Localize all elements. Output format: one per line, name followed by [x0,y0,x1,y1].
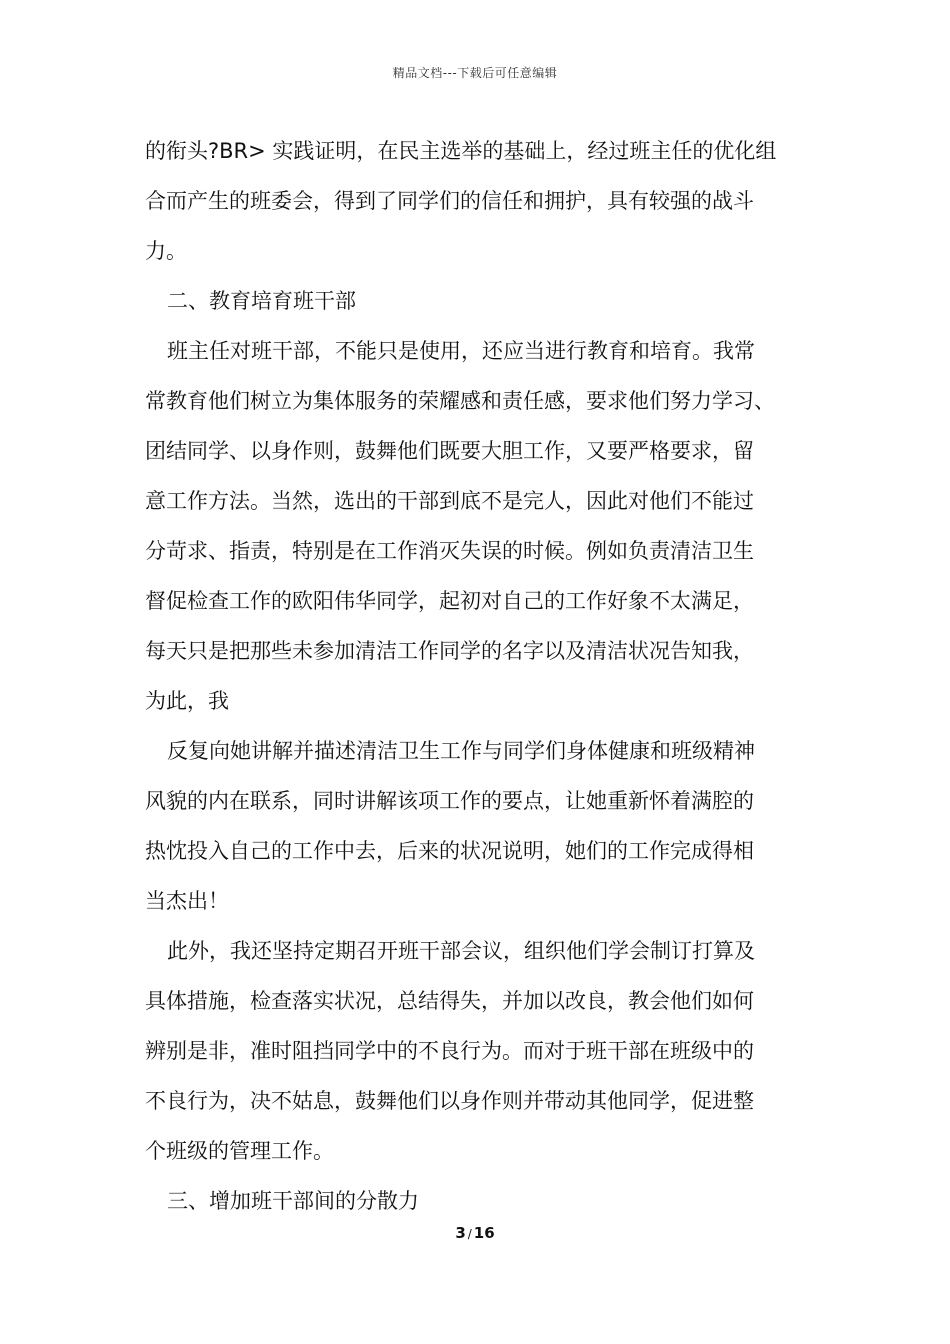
body-line: 具体措施，检查落实状况，总结得失，并加以改良，教会他们如何 [145,989,754,1013]
total-pages: 16 [473,1224,495,1242]
section-heading: 二、教育培育班干部 [167,289,356,313]
body-line: 的衔头?BR> 实践证明，在民主选举的基础上，经过班主任的优化组 [145,139,777,163]
body-line: 辨别是非，准时阻挡同学中的不良行为。而对于班干部在班级中的 [145,1039,754,1063]
body-line: 为此，我 [145,689,229,713]
body-line: 热忱投入自己的工作中去，后来的状况说明，她们的工作完成得相 [145,839,754,863]
body-line: 风貌的内在联系，同时讲解该项工作的要点，让她重新怀着满腔的 [145,789,754,813]
body-line: 不良行为，决不姑息，鼓舞他们以身作则并带动其他同学，促进整 [145,1089,754,1113]
body-line: 意工作方法。当然，选出的干部到底不是完人，因此对他们不能过 [145,489,754,513]
body-line: 当杰出！ [145,889,229,913]
body-line: 力。 [145,239,187,263]
body-line: 此外，我还坚持定期召开班干部会议，组织他们学会制订打算及 [167,939,755,963]
body-line: 反复向她讲解并描述清洁卫生工作与同学们身体健康和班级精神 [167,739,755,763]
body-line: 个班级的管理工作。 [145,1139,334,1163]
page-number [0,1224,950,1242]
current-page: 3 [455,1224,466,1242]
body-lines [145,126,810,1226]
body-line: 分苛求、指责，特别是在工作消灭失误的时候。例如负责清洁卫生 [145,539,754,563]
page-header: 精品文档---下载后可任意编辑 [392,66,558,80]
body-line: 常教育他们树立为集体服务的荣耀感和责任感，要求他们努力学习、 [145,389,775,413]
document-body [145,126,810,1226]
body-line: 团结同学、以身作则，鼓舞他们既要大胆工作，又要严格要求，留 [145,439,754,463]
body-line: 每天只是把那些未参加清洁工作同学的名字以及清洁状况告知我， [145,639,754,663]
body-line: 合而产生的班委会，得到了同学们的信任和拥护，具有较强的战斗 [145,189,754,213]
page-separator: / [467,1227,472,1241]
body-line: 班主任对班干部，不能只是使用，还应当进行教育和培育。我常 [167,339,755,363]
body-line: 督促检查工作的欧阳伟华同学，起初对自己的工作好象不太满足， [145,589,754,613]
section-heading: 三、增加班干部间的分散力 [167,1189,419,1213]
